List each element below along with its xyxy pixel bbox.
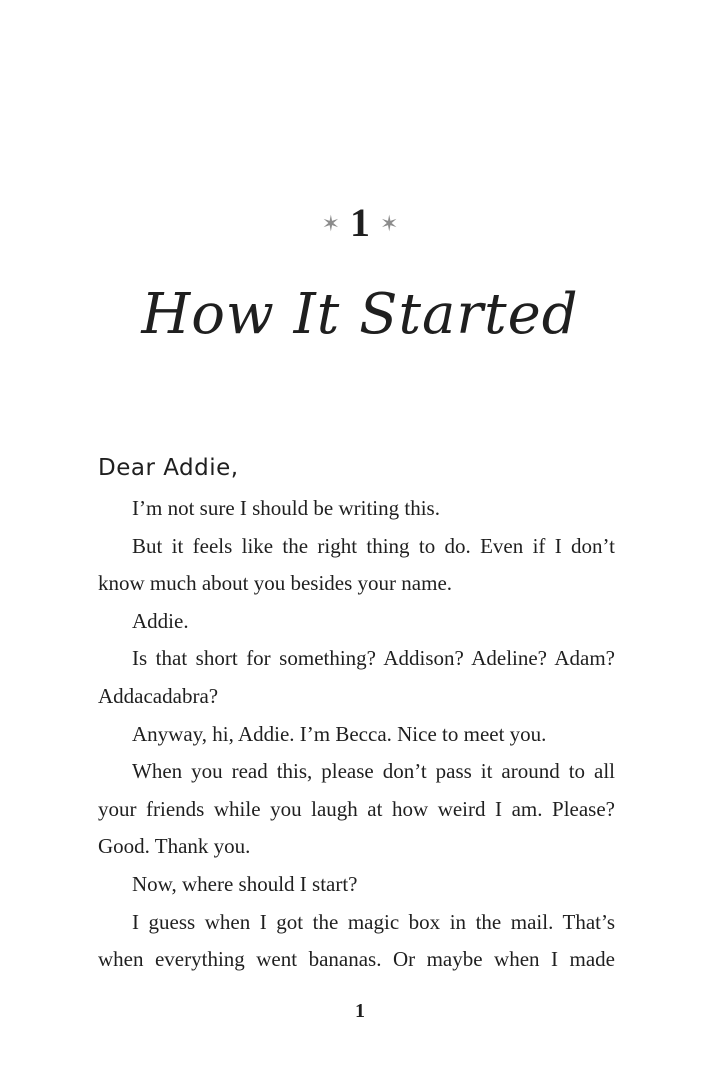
letter-salutation: Dear Addie, xyxy=(98,455,239,481)
paragraph: Now, where should I start? xyxy=(132,871,358,896)
star-ornament-left: ✶ xyxy=(321,211,340,237)
paragraph: I’m not sure I should be writing this. xyxy=(132,496,440,520)
paragraph: Addie. xyxy=(132,608,189,633)
letter-body xyxy=(98,490,615,979)
paragraph: I guess when I got the magic box in the mail. That’s when everything went bananas. Or maybe when I made xyxy=(98,909,615,972)
star-ornament-right: ✶ xyxy=(380,211,399,237)
page-number: 1 xyxy=(355,1000,365,1022)
chapter-number: 1 xyxy=(350,200,370,245)
paragraph: But it feels like the right thing to do. Even if I don’t know much about you besides your name. xyxy=(98,533,615,596)
paragraph: Is that short for something? Addison? Adeline? Adam? Addacadabra? xyxy=(98,646,615,708)
paragraph: When you read this, please don’t pass it around to all your friends while you laugh at how weird I am. Please? Good. Thank you. xyxy=(98,759,615,859)
chapter-number-row xyxy=(0,198,720,252)
chapter-title: How It Started xyxy=(141,282,579,347)
paragraph: Anyway, hi, Addie. I’m Becca. Nice to meet you. xyxy=(132,721,547,746)
